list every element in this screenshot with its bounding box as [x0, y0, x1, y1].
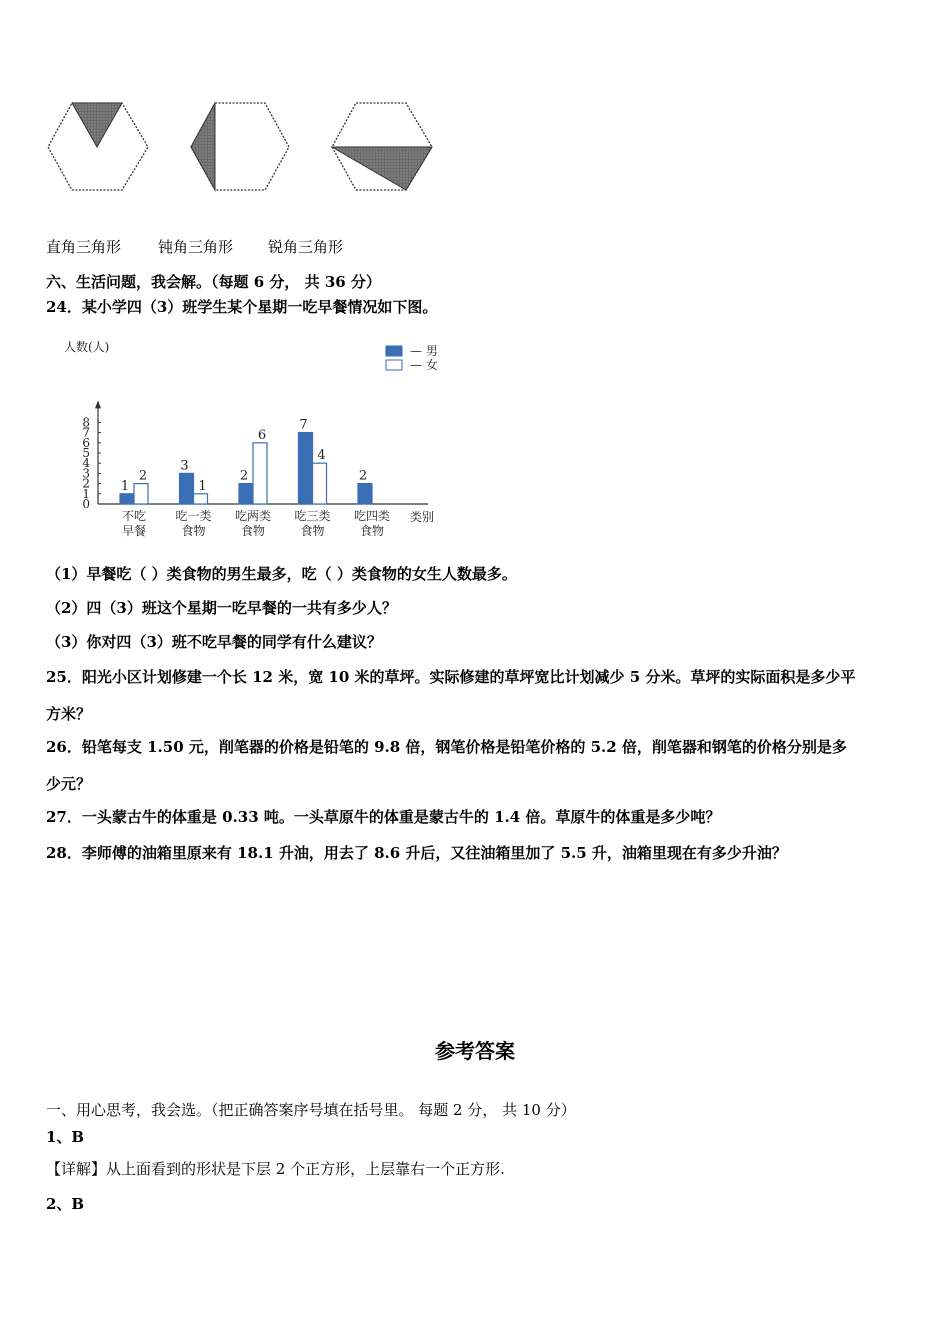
- y-axis-arrow: [95, 400, 101, 408]
- bar-value-label: 6: [257, 427, 267, 443]
- answer-2: 2、B: [46, 1195, 85, 1213]
- hexagon-right-triangle: [48, 103, 148, 190]
- bar-value-label: 4: [317, 448, 326, 464]
- bar-value-label: 2: [138, 468, 148, 484]
- y-tick-label: 8: [82, 415, 90, 430]
- bar-male: [358, 484, 372, 504]
- y-tick-label: 5: [82, 446, 90, 460]
- y-tick-label: 0: [82, 497, 90, 511]
- bar-value-label: 1: [120, 478, 130, 494]
- q24-sub3: （3）你对四（3）班不吃早餐的同学有什么建议？: [46, 633, 382, 651]
- bar-female: [194, 494, 208, 504]
- bar-female: [253, 443, 267, 504]
- legend-label: — 男: [410, 344, 438, 358]
- y-tick-label: 1: [82, 486, 90, 501]
- answers-section1: 一、用心思考，我会选。（把正确答案序号填在括号里。 每题 2 分， 共 10 分）: [46, 1101, 576, 1119]
- hexagon-figures: [46, 100, 446, 195]
- y-axis-label: 人数(人): [64, 340, 110, 354]
- answer-1-detail: 【详解】从上面看到的形状是下层 2 个正方形，上层靠右一个正方形.: [46, 1160, 505, 1178]
- bar-male: [299, 433, 313, 504]
- q24-text: 24．某小学四（3）班学生某个星期一吃早餐情况如下图。: [46, 298, 438, 316]
- bar-male: [120, 494, 134, 504]
- shape-label-obtuse: 钝角三角形: [158, 238, 234, 256]
- category-label: 食物: [240, 524, 266, 538]
- y-tick-label: 7: [82, 425, 90, 440]
- x-axis-label: 类别: [410, 510, 435, 524]
- bar-female: [313, 463, 327, 504]
- category-label: 早餐: [121, 524, 147, 538]
- q26-line2: 少元？: [46, 775, 92, 793]
- q24-sub1: （1）早餐吃（ ）类食物的男生最多，吃（ ）类食物的女生人数最多。: [46, 565, 517, 583]
- y-tick-label: 2: [82, 476, 90, 491]
- bar-male: [180, 473, 194, 504]
- answer-1: 1、B: [46, 1128, 85, 1146]
- bar-value-label: 2: [239, 468, 249, 484]
- bar-value-label: 7: [299, 417, 308, 433]
- category-label: 吃一类: [175, 509, 212, 523]
- hexagon-obtuse-triangle: [191, 103, 289, 190]
- category-label: 食物: [181, 524, 206, 538]
- category-label: 吃三类: [294, 509, 331, 523]
- bar-value-label: 2: [358, 468, 368, 484]
- q25-line2: 方米？: [46, 705, 92, 723]
- category-label: 食物: [300, 524, 325, 538]
- answers-title: 参考答案: [435, 1039, 515, 1063]
- breakfast-chart: [60, 336, 450, 546]
- y-tick-label: 4: [82, 456, 90, 471]
- q28-text: 28．李师傅的油箱里原来有 18.1 升油，用去了 8.6 升后，又往油箱里加了 5.5 升，油箱里现在有多少升油？: [46, 844, 787, 862]
- category-label: 吃四类: [353, 509, 391, 523]
- shape-label-right: 直角三角形: [46, 238, 122, 256]
- category-label: 吃两类: [234, 509, 272, 523]
- bar-value-label: 3: [180, 458, 189, 474]
- q25-line1: 25．阳光小区计划修建一个长 12 米，宽 10 米的草坪。实际修建的草坪宽比计划减少 5 分米。草坪的实际面积是多少平: [46, 668, 856, 686]
- category-label: 不吃: [121, 509, 147, 523]
- q26-line1: 26．铅笔每支 1.50 元，削笔器的价格是铅笔的 9.8 倍，钢笔价格是铅笔价格的 5.2 倍，削笔器和钢笔的价格分别是多: [46, 738, 847, 756]
- category-label: 食物: [359, 524, 385, 538]
- q24-sub2: （2）四（3）班这个星期一吃早餐的一共有多少人？: [46, 599, 397, 617]
- legend-swatch: [386, 346, 402, 356]
- bar-female: [134, 484, 148, 504]
- bar-value-label: 1: [198, 478, 207, 494]
- q27-text: 27．一头蒙古牛的体重是 0.33 吨。一头草原牛的体重是蒙古牛的 1.4 倍。草原牛的体重是多少吨？: [46, 808, 721, 826]
- legend-swatch: [386, 360, 402, 370]
- hexagon-acute-triangle: [332, 103, 432, 190]
- legend-label: — 女: [410, 358, 438, 372]
- shape-label-acute: 锐角三角形: [268, 238, 344, 256]
- bar-male: [239, 484, 253, 504]
- y-tick-label: 6: [82, 435, 90, 450]
- y-tick-label: 3: [82, 466, 90, 481]
- section6-heading: 六、生活问题，我会解。（每题 6 分， 共 36 分）: [46, 273, 381, 291]
